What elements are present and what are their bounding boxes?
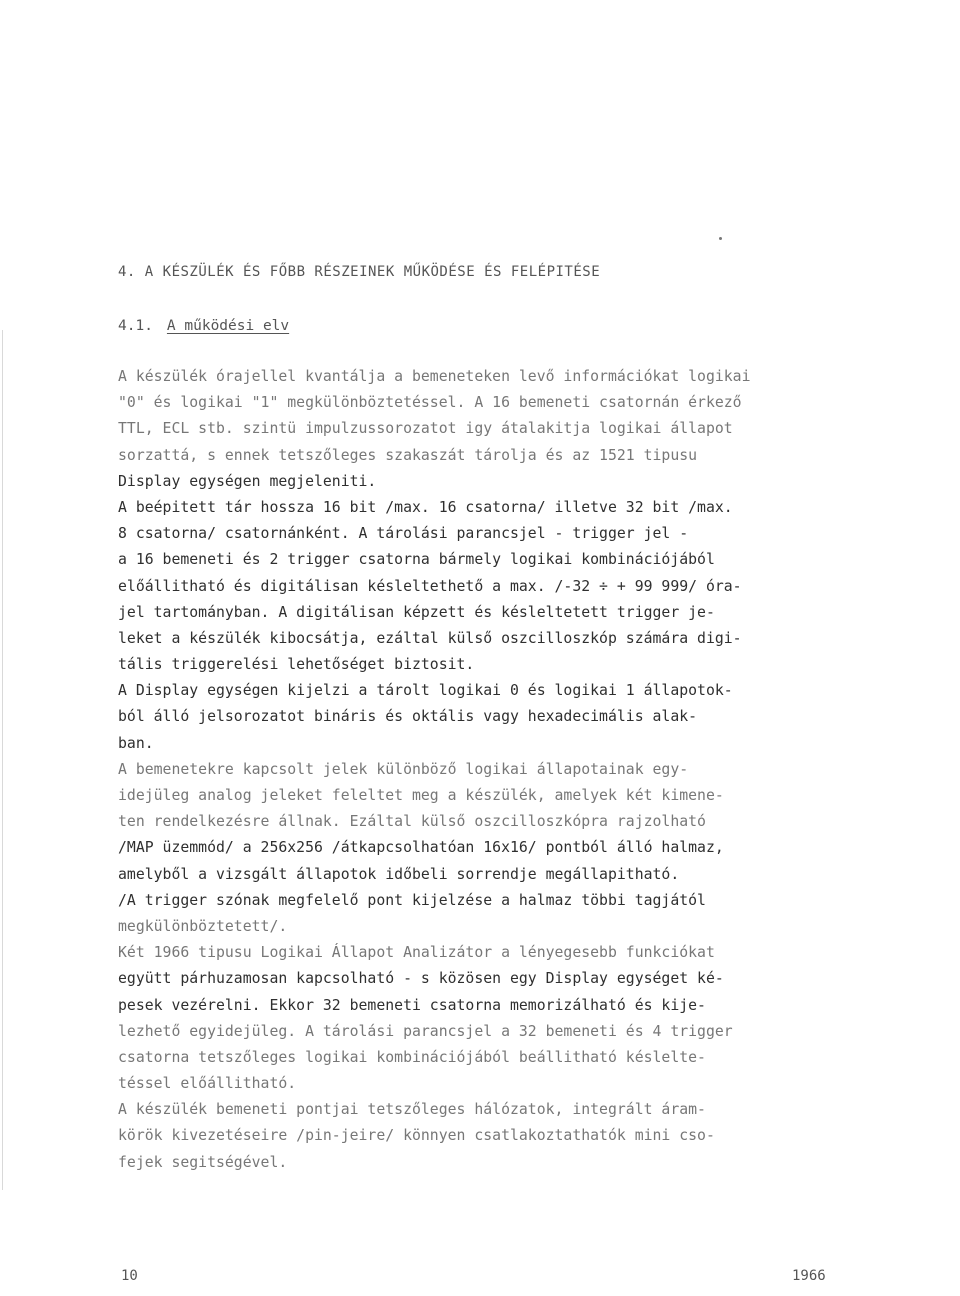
text-line: a 16 bemeneti és 2 trigger csatorna bármely logikai kombinációjából xyxy=(118,551,715,569)
text-line: fejek segitségével. xyxy=(118,1153,288,1171)
text-line: A bemenetekre kapcsolt jelek különböző logikai állapotainak egy- xyxy=(118,760,689,778)
text-line: amelyből a vizsgált állapotok időbeli sorrendje megállapitható. xyxy=(118,865,680,883)
text-line: ten rendelkezésre állnak. Ezáltal külső oszcilloszkópra rajzolható xyxy=(118,813,706,831)
text-line: Két 1966 tipusu Logikai Állapot Analizátor a lényegesebb funkciókat xyxy=(118,944,715,962)
text-line: /A trigger szónak megfelelő pont kijelzése a halmaz többi tagjától xyxy=(118,891,706,909)
text-line: A Display egységen kijelzi a tárolt logikai 0 és logikai 1 állapotok- xyxy=(118,682,733,700)
text-line: sorzattá, s ennek tetszőleges szakaszát tárolja és az 1521 tipusu xyxy=(118,446,698,464)
text-line: A készülék bemeneti pontjai tetszőleges hálózatok, integrált áram- xyxy=(118,1101,706,1119)
text-line: "0" és logikai "1" megkülönböztetéssel. A 16 bemeneti csatornán érkező xyxy=(118,394,742,412)
text-line: pesek vezérelni. Ekkor 32 bemeneti csatorna memorizálható és kije- xyxy=(118,996,706,1014)
text-line: tális triggerelési lehetőséget biztosit. xyxy=(118,656,475,674)
text-line: lezhető egyidejüleg. A tárolási parancsjel a 32 bemeneti és 4 trigger xyxy=(118,1022,733,1040)
text-line: téssel előállitható. xyxy=(118,1075,297,1093)
text-line: A beépitett tár hossza 16 bit /max. 16 csatorna/ illetve 32 bit /max. xyxy=(118,498,733,516)
text-line: 8 csatorna/ csatornánként. A tárolási parancsjel - trigger jel - xyxy=(118,525,689,543)
section-title: A működési elv xyxy=(166,318,290,334)
text-line: együtt párhuzamosan kapcsolható - s közösen egy Display egységet ké- xyxy=(118,970,724,988)
text-line: TTL, ECL stb. szintü impulzussorozatot igy átalakitja logikai állapot xyxy=(118,420,733,438)
text-line: idejüleg analog jeleket feleltet meg a készülék, amelyek két kimene- xyxy=(118,787,724,804)
footer-year: 1966 xyxy=(792,1268,826,1284)
page-number: 10 xyxy=(121,1268,138,1284)
text-line: csatorna tetszőleges logikai kombinációjából beállitható késlelte- xyxy=(118,1048,706,1066)
text-line: megkülönböztetett/. xyxy=(118,917,288,935)
chapter-heading: 4. A KÉSZÜLÉK ÉS FŐBB RÉSZEINEK MŰKÖDÉSE ÉS FELÉPITÉSE xyxy=(118,264,601,280)
text-line: /MAP üzemmód/ a 256x256 /átkapcsolhatóan 16x16/ pontból álló halmaz, xyxy=(118,839,724,857)
text-line: előállitható és digitálisan késleltethető a max. /-32 ÷ + 99 999/ óra- xyxy=(118,577,742,595)
text-line: Display egységen megjeleniti. xyxy=(118,472,377,490)
text-line: körök kivezetéseire /pin-jeire/ könnyen csatlakoztathatók mini cso- xyxy=(118,1127,715,1145)
text-line: jel tartományban. A digitálisan képzett és késleltetett trigger je- xyxy=(118,603,715,621)
section-heading xyxy=(118,318,289,334)
text-line: leket a készülék kibocsátja, ezáltal külső oszcilloszkóp számára digi- xyxy=(118,629,742,647)
body-text xyxy=(118,364,878,1176)
text-line: ból álló jelsorozatot bináris és oktális vagy hexadecimális alak- xyxy=(118,708,698,726)
text-line: A készülék órajellel kvantálja a bemeneteken levő információkat logikai xyxy=(118,368,751,385)
scan-margin-line xyxy=(2,330,3,1190)
scan-speck xyxy=(719,237,722,240)
text-line: ban. xyxy=(118,734,154,752)
section-number: 4.1. xyxy=(118,318,153,334)
